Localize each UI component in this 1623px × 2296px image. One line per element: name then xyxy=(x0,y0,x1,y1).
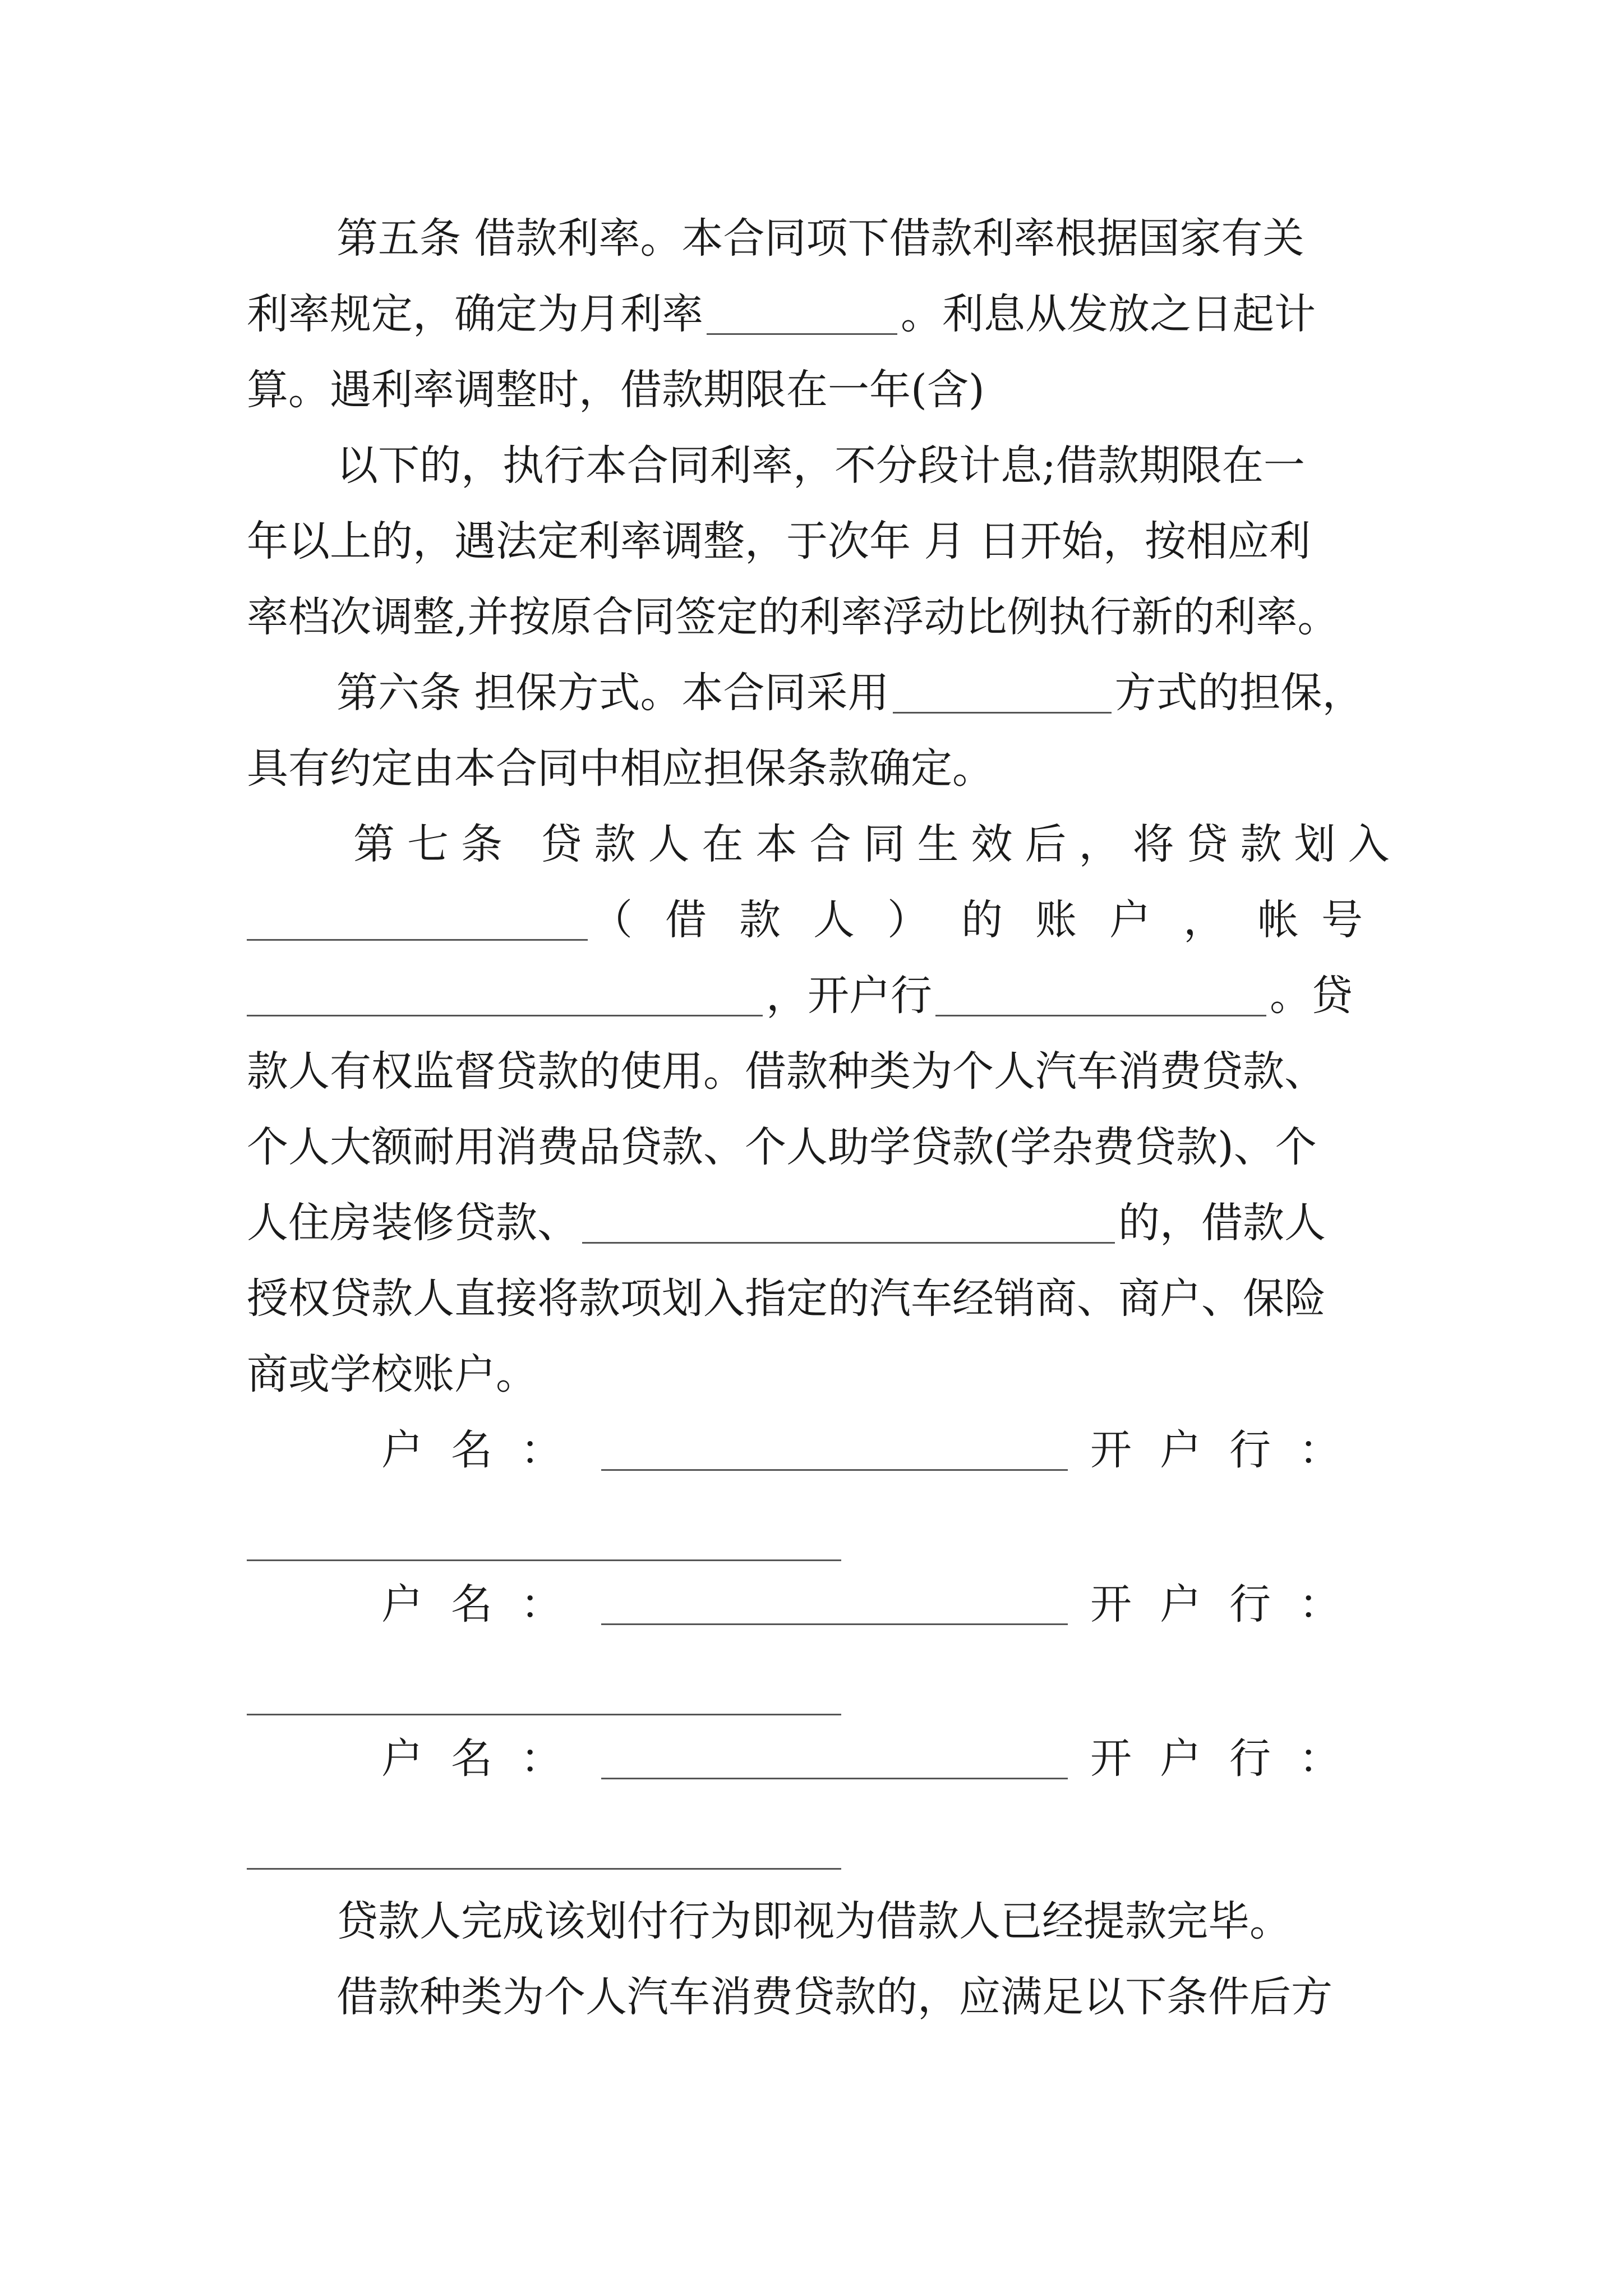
text: 。贷 xyxy=(1270,972,1353,1020)
text: ，开户行 xyxy=(766,972,932,1020)
account-name-blank[interactable] xyxy=(601,1584,1068,1625)
text: 以下的，执行本合同利率，不分段计息;借款期限在一 xyxy=(336,441,1305,490)
article-7-line-2 xyxy=(247,889,1385,951)
article-5-line-4 xyxy=(336,435,1385,496)
loan-type-blank[interactable] xyxy=(582,1203,1115,1244)
text: 。利息从发放之日起计 xyxy=(901,290,1316,338)
article-7-line-7 xyxy=(247,1268,1385,1329)
text: 的，借款人 xyxy=(1118,1199,1326,1247)
closing-line-2 xyxy=(336,1966,1385,2028)
text: 算。遇利率调整时，借款期限在一年(含) xyxy=(247,366,985,414)
text: 人住房装修贷款、 xyxy=(247,1199,579,1247)
article-7-line-3 xyxy=(247,965,1385,1027)
article-5-line-6 xyxy=(247,586,1385,648)
text: 款人有权监督贷款的使用。借款种类为个人汽车消费贷款、 xyxy=(247,1047,1326,1096)
text: （借款人）的账户， xyxy=(591,896,1257,944)
article-5-line-5 xyxy=(247,510,1385,572)
account-bank-label: 开户行： xyxy=(1090,1734,1368,1783)
account-row-3 xyxy=(381,1728,1368,1789)
text: 贷款人完成该划付行为即视为借款人已经提款完毕。 xyxy=(336,1897,1291,1945)
article-6-line-1 xyxy=(336,662,1385,724)
text: 率档次调整,并按原合同签定的利率浮动比例执行新的利率。 xyxy=(247,593,1339,641)
borrower-name-blank[interactable] xyxy=(247,900,588,941)
article-7-line-8 xyxy=(247,1343,1385,1405)
article-7-line-4 xyxy=(247,1041,1385,1102)
closing-line-1 xyxy=(336,1890,1385,1952)
article-5-line-2 xyxy=(247,283,1385,345)
account-bank-blank[interactable] xyxy=(247,1868,841,1870)
text: 方式的担保， xyxy=(1114,669,1364,717)
monthly-rate-blank[interactable] xyxy=(707,294,897,335)
text: 利率规定，确定为月利率 xyxy=(247,290,703,338)
account-number-blank[interactable] xyxy=(247,976,763,1016)
guarantee-method-blank[interactable] xyxy=(893,673,1112,714)
account-row-2 xyxy=(381,1573,1368,1635)
text: 具有约定由本合同中相应担保条款确定。 xyxy=(247,744,994,793)
article-7-line-6 xyxy=(247,1192,1385,1254)
article-5-line-1 xyxy=(336,208,1385,269)
account-row-1 xyxy=(381,1419,1368,1481)
opening-bank-blank[interactable] xyxy=(935,976,1266,1016)
account-name-label: 户名： xyxy=(381,1426,590,1474)
article-5-line-3 xyxy=(247,359,1385,421)
article-7-heading-text: 第七条 贷款人在本合同生效后，将贷款划入 xyxy=(353,820,1402,868)
article-7-line-5 xyxy=(247,1116,1385,1178)
account-bank-label: 开户行： xyxy=(1090,1580,1368,1628)
text: 年以上的，遇法定利率调整，于次年 月 日开始，按相应利 xyxy=(247,517,1311,565)
account-bank-blank[interactable] xyxy=(247,1714,841,1715)
account-name-label: 户名： xyxy=(381,1734,590,1783)
article-7-line-1 xyxy=(353,813,1402,875)
article-6-heading-text: 第六条 担保方式。本合同采用 xyxy=(336,669,889,717)
text: 商或学校账户。 xyxy=(247,1350,537,1398)
account-bank-label: 开户行： xyxy=(1090,1426,1368,1474)
article-6-line-2 xyxy=(247,738,1385,799)
account-name-label: 户名： xyxy=(381,1580,590,1628)
text: 个人大额耐用消费品贷款、个人助学贷款(学杂费贷款)、个 xyxy=(247,1123,1317,1171)
text: 授权贷款人直接将款项划入指定的汽车经销商、商户、保险 xyxy=(247,1274,1326,1323)
account-name-blank[interactable] xyxy=(601,1738,1068,1779)
account-bank-blank[interactable] xyxy=(247,1559,841,1561)
text: 借款种类为个人汽车消费贷款的，应满足以下条件后方 xyxy=(336,1973,1332,2021)
text: 帐号 xyxy=(1257,896,1385,944)
account-name-blank[interactable] xyxy=(601,1430,1068,1471)
article-5-heading-text: 第五条 借款利率。本合同项下借款利率根据国家有关 xyxy=(336,214,1304,263)
